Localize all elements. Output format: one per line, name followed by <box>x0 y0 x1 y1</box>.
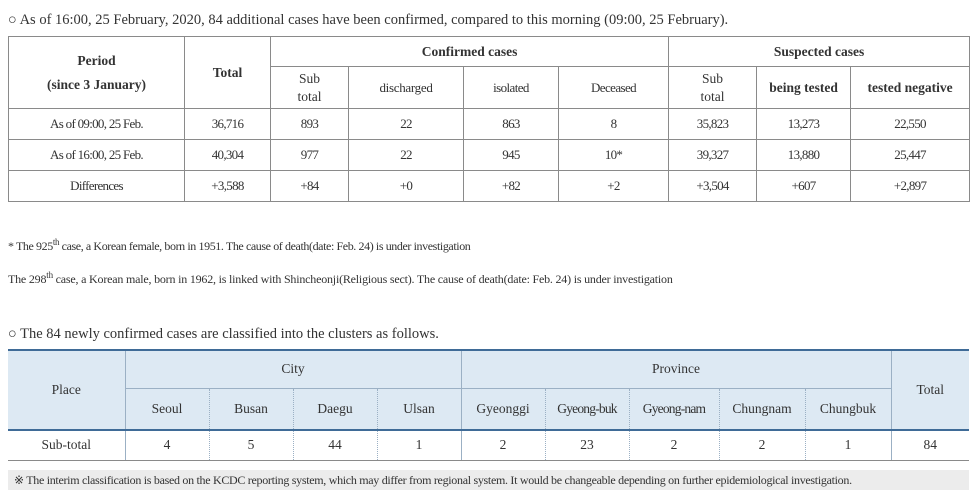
total-cell: 36,716 <box>185 109 271 140</box>
table-row <box>8 430 969 460</box>
total-cell: 40,304 <box>185 140 271 171</box>
discharged-cell: +0 <box>349 171 464 202</box>
being-tested-cell: 13,880 <box>757 140 851 171</box>
clusters-table <box>8 349 969 461</box>
chungbuk-value: 1 <box>805 430 891 460</box>
suspected-subtotal-cell: +3,504 <box>669 171 757 202</box>
confirmed-cases-table <box>8 36 970 202</box>
note-text: case, a Korean male, born in 1962, is linked with Shincheonji(Religious sect). The cause of death(date: Feb. 24) is under investigation <box>52 272 673 286</box>
footnote-925th-case <box>8 237 470 254</box>
deceased-cell: 10* <box>559 140 669 171</box>
note-text: * The 925 <box>8 239 53 253</box>
tested-negative-header: tested negative <box>851 67 970 109</box>
note-superscript: th <box>46 270 53 280</box>
tested-negative-cell: 25,447 <box>851 140 970 171</box>
daegu-value: 44 <box>293 430 377 460</box>
deceased-cell: 8 <box>559 109 669 140</box>
deceased-cell: +2 <box>559 171 669 202</box>
table-row <box>9 171 970 202</box>
discharged-header: discharged <box>349 67 464 109</box>
region-chungbuk: Chungbuk <box>805 388 891 430</box>
being-tested-cell: +607 <box>757 171 851 202</box>
total-cell: +3,588 <box>185 171 271 202</box>
confirmed-subtotal-cell: 977 <box>271 140 349 171</box>
intro-statement: ○ As of 16:00, 25 February, 2020, 84 additional cases have been confirmed, compared to this morning (09:00, 25 February). <box>8 12 729 28</box>
period-label: Period <box>77 52 116 68</box>
suspected-cases-header: Suspected cases <box>669 37 970 67</box>
period-cell: As of 09:00, 25 Feb. <box>9 109 185 140</box>
total-header: Total <box>185 37 271 109</box>
chungnam-value: 2 <box>719 430 805 460</box>
note-text: case, a Korean female, born in 1951. The cause of death(date: Feb. 24) is under investigation <box>59 239 471 253</box>
busan-value: 5 <box>209 430 293 460</box>
period-cell: As of 16:00, 25 Feb. <box>9 140 185 171</box>
suspected-subtotal-cell: 39,327 <box>669 140 757 171</box>
place-header: Place <box>8 350 125 430</box>
table-row <box>9 109 970 140</box>
confirmed-subtotal-cell: +84 <box>271 171 349 202</box>
clusters-intro: ○ The 84 newly confirmed cases are classified into the clusters as follows. <box>8 326 439 342</box>
city-header: City <box>125 350 461 388</box>
region-gyeong-nam: Gyeong-nam <box>629 388 719 430</box>
region-chungnam: Chungnam <box>719 388 805 430</box>
region-seoul: Seoul <box>125 388 209 430</box>
isolated-cell: +82 <box>464 171 559 202</box>
suspected-subtotal-header <box>669 67 757 109</box>
note-text: The 298 <box>8 272 47 286</box>
subtotal-label-line1: Sub <box>702 70 724 86</box>
interim-classification-note: ※ The interim classification is based on the KCDC reporting system, which may differ from regional system. It would be changeable depending on further epidemiological investigation. <box>8 470 969 490</box>
region-daegu: Daegu <box>293 388 377 430</box>
tested-negative-cell: 22,550 <box>851 109 970 140</box>
subtotal-label: Sub-total <box>8 430 125 460</box>
table-row <box>9 140 970 171</box>
period-cell: Differences <box>9 171 185 202</box>
discharged-cell: 22 <box>349 109 464 140</box>
ulsan-value: 1 <box>377 430 461 460</box>
footnote-298th-case <box>8 270 673 287</box>
confirmed-subtotal-header <box>271 67 349 109</box>
gyeong-buk-value: 23 <box>545 430 629 460</box>
suspected-subtotal-cell: 35,823 <box>669 109 757 140</box>
being-tested-cell: 13,273 <box>757 109 851 140</box>
region-gyeong-buk: Gyeong-buk <box>545 388 629 430</box>
period-header <box>9 37 185 109</box>
deceased-header: Deceased <box>559 67 669 109</box>
subtotal-label-line1: Sub <box>298 70 320 86</box>
isolated-header: isolated <box>464 67 559 109</box>
province-header: Province <box>461 350 891 388</box>
gyeonggi-value: 2 <box>461 430 545 460</box>
confirmed-subtotal-cell: 893 <box>271 109 349 140</box>
subtotal-label-line2: total <box>700 88 725 104</box>
gyeong-nam-value: 2 <box>629 430 719 460</box>
region-gyeonggi: Gyeonggi <box>461 388 545 430</box>
tested-negative-cell: +2,897 <box>851 171 970 202</box>
total-value: 84 <box>891 430 969 460</box>
total-header: Total <box>891 350 969 430</box>
subtotal-label-line2: total <box>297 88 322 104</box>
confirmed-cases-header: Confirmed cases <box>271 37 669 67</box>
region-ulsan: Ulsan <box>377 388 461 430</box>
note-superscript: th <box>52 237 60 247</box>
isolated-cell: 945 <box>464 140 559 171</box>
region-busan: Busan <box>209 388 293 430</box>
isolated-cell: 863 <box>464 109 559 140</box>
discharged-cell: 22 <box>349 140 464 171</box>
seoul-value: 4 <box>125 430 209 460</box>
period-sub-label: (since 3 January) <box>47 76 146 92</box>
being-tested-header: being tested <box>757 67 851 109</box>
